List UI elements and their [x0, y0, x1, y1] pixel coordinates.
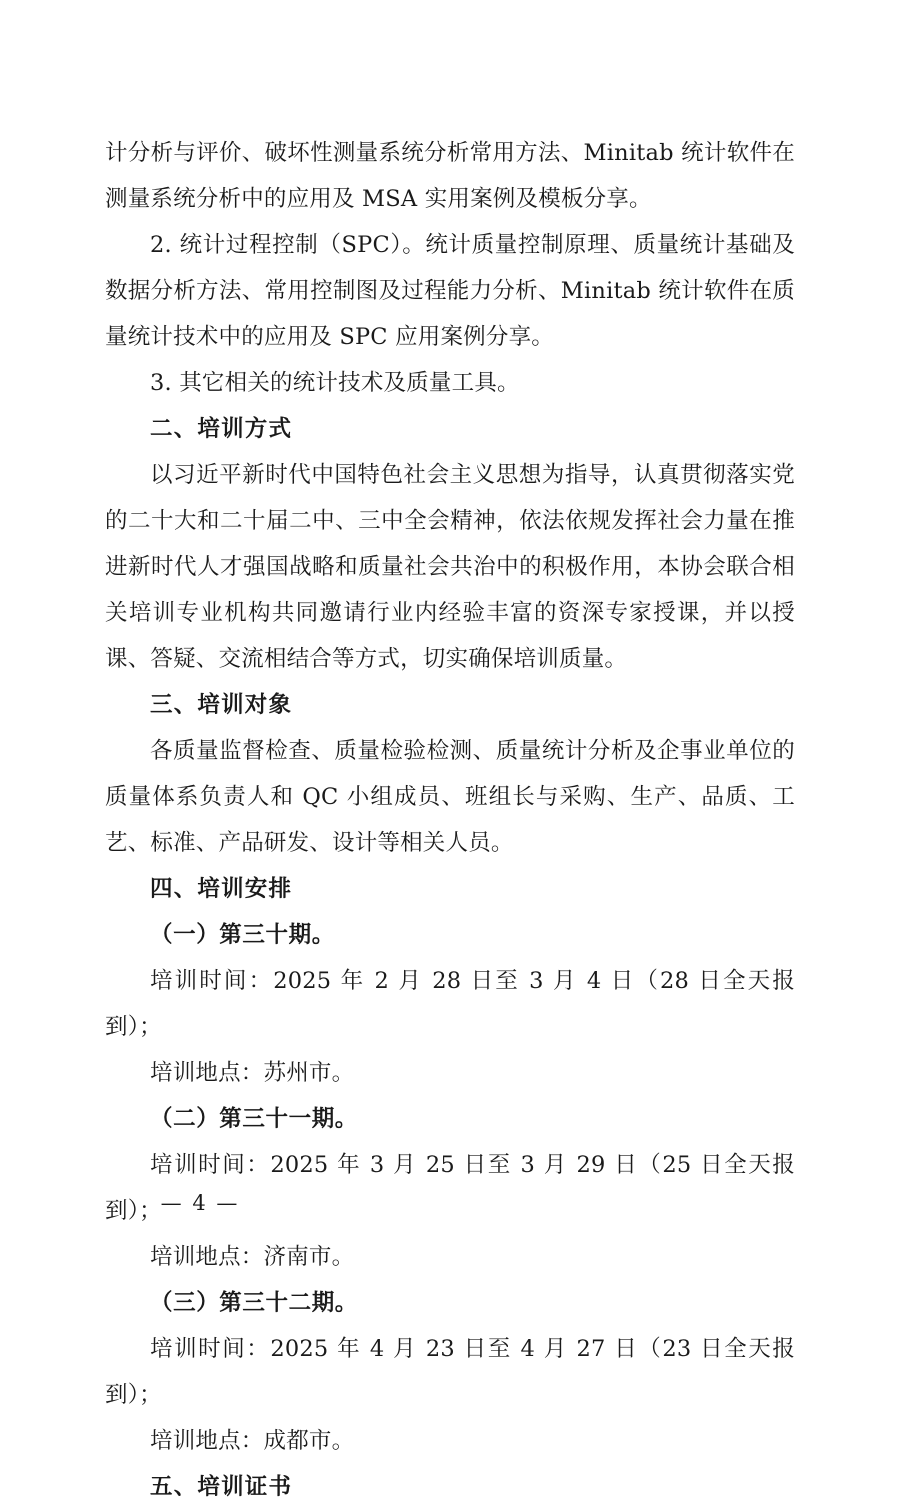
session-32-date: 培训时间：2025 年 4 月 23 日至 4 月 27 日（23 日全天报到）； — [105, 1336, 795, 1408]
session-30-location: 培训地点：苏州市。 — [150, 1060, 355, 1086]
section-heading-training-certificate: 五、培训证书 — [150, 1474, 293, 1500]
session-32-location: 培训地点：成都市。 — [150, 1428, 355, 1454]
paragraph-other-tools: 3. 其它相关的统计技术及质量工具。 — [150, 370, 520, 396]
subheading-session-32: （三）第三十二期。 — [150, 1290, 358, 1316]
page-number-text: — 4 — — [160, 1191, 240, 1215]
paragraph-training-method-body: 以习近平新时代中国特色社会主义思想为指导，认真贯彻落实党的二十大和二十届二中、三中全会精神，依法依规发挥社会力量在推进新时代人才强国战略和质量社会共治中的积极作用，本协会联合相关培训专业机构共同邀请行业内经验丰富的资深专家授课，并以授课、答疑、交流相结合等方式，切实确保培训质量。 — [105, 462, 795, 672]
document-body — [105, 130, 795, 1510]
subheading-session-30: （一）第三十期。 — [150, 922, 335, 948]
subheading-session-31: （二）第三十一期。 — [150, 1106, 358, 1132]
page-number — [0, 1191, 900, 1215]
session-31-date: 培训时间：2025 年 3 月 25 日至 3 月 29 日（25 日全天报到）； — [105, 1152, 795, 1224]
section-heading-training-schedule: 四、培训安排 — [150, 876, 293, 902]
section-heading-training-audience: 三、培训对象 — [150, 692, 293, 718]
session-31-location: 培训地点：济南市。 — [150, 1244, 355, 1270]
paragraph-training-audience-body: 各质量监督检查、质量检验检测、质量统计分析及企事业单位的质量体系负责人和 QC 小组成员、班组长与采购、生产、品质、工艺、标准、产品研发、设计等相关人员。 — [105, 738, 795, 856]
section-heading-training-method: 二、培训方式 — [150, 416, 293, 442]
paragraph-continued-msa: 计分析与评价、破坏性测量系统分析常用方法、Minitab 统计软件在测量系统分析中的应用及 MSA 实用案例及模板分享。 — [105, 140, 795, 212]
session-30-date: 培训时间：2025 年 2 月 28 日至 3 月 4 日（28 日全天报到）； — [105, 968, 795, 1040]
paragraph-spc: 2. 统计过程控制（SPC）。统计质量控制原理、质量统计基础及数据分析方法、常用控制图及过程能力分析、Minitab 统计软件在质量统计技术中的应用及 SPC 应用案例分享。 — [105, 232, 795, 350]
